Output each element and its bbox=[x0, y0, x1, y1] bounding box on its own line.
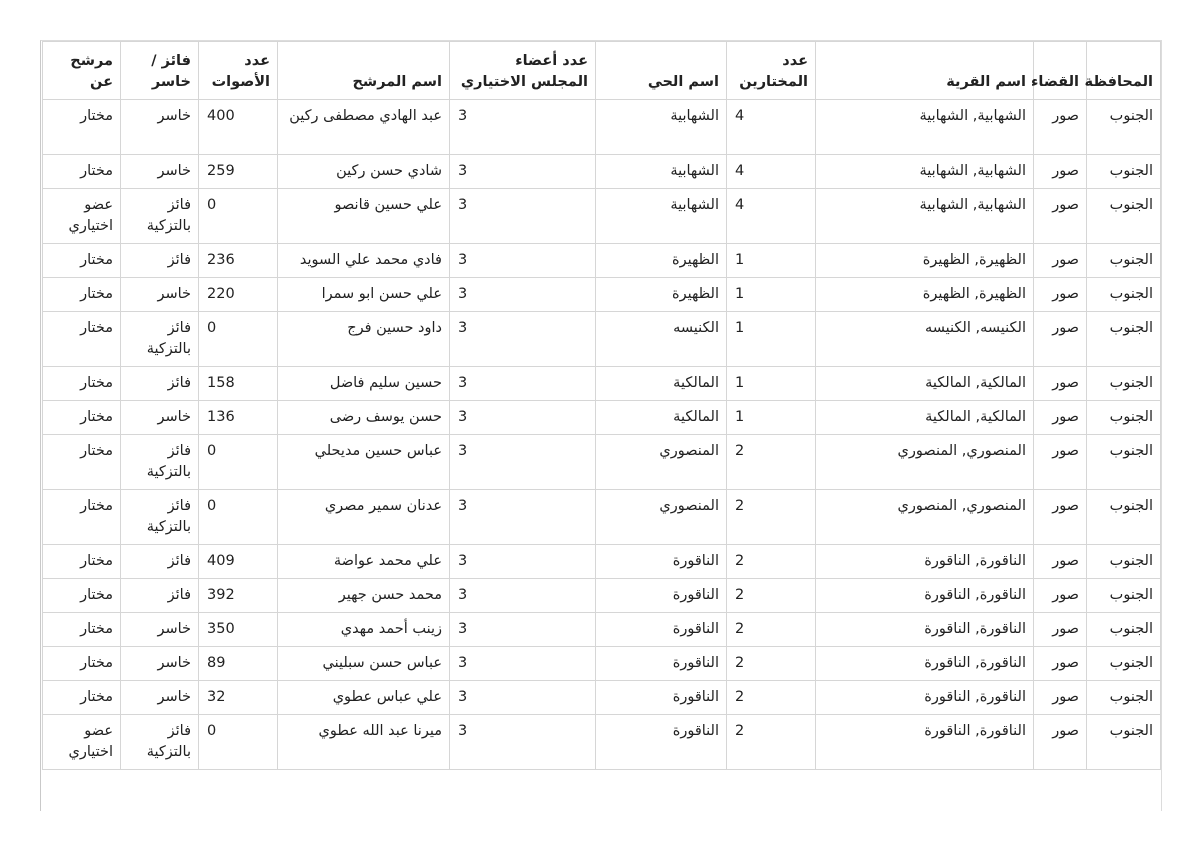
cell-result: خاسر bbox=[121, 100, 199, 155]
cell-mukhtars-count: 2 bbox=[727, 613, 816, 647]
cell-council-count: 3 bbox=[450, 647, 596, 681]
cell-votes: 158 bbox=[199, 367, 278, 401]
cell-governorate: الجنوب bbox=[1087, 312, 1161, 367]
cell-mukhtars-count: 2 bbox=[727, 490, 816, 545]
cell-village: الناقورة, الناقورة bbox=[816, 545, 1034, 579]
cell-result: فائز bbox=[121, 367, 199, 401]
cell-village: الشهابية, الشهابية bbox=[816, 100, 1034, 155]
cell-candidate-for: مختار bbox=[43, 681, 121, 715]
cell-governorate: الجنوب bbox=[1087, 100, 1161, 155]
cell-mukhtars-count: 4 bbox=[727, 100, 816, 155]
cell-candidate-for: مختار bbox=[43, 490, 121, 545]
cell-result: فائز بالتزكية bbox=[121, 490, 199, 545]
cell-votes: 350 bbox=[199, 613, 278, 647]
cell-result: فائز بالتزكية bbox=[121, 715, 199, 770]
cell-candidate: علي حسين قانصو bbox=[278, 189, 450, 244]
cell-candidate-for: مختار bbox=[43, 647, 121, 681]
cell-council-count: 3 bbox=[450, 401, 596, 435]
cell-council-count: 3 bbox=[450, 681, 596, 715]
header-district: القضاء bbox=[1034, 42, 1087, 100]
cell-district: صور bbox=[1034, 189, 1087, 244]
cell-district: صور bbox=[1034, 367, 1087, 401]
cell-votes: 0 bbox=[199, 189, 278, 244]
cell-candidate: ميرنا عبد الله عطوي bbox=[278, 715, 450, 770]
cell-village: الناقورة, الناقورة bbox=[816, 613, 1034, 647]
cell-candidate: عباس حسين مديحلي bbox=[278, 435, 450, 490]
cell-candidate-for: عضو اختياري bbox=[43, 715, 121, 770]
cell-votes: 400 bbox=[199, 100, 278, 155]
cell-mukhtars-count: 1 bbox=[727, 312, 816, 367]
cell-result: خاسر bbox=[121, 155, 199, 189]
cell-candidate-for: مختار bbox=[43, 312, 121, 367]
header-votes: عدد الأصوات bbox=[199, 42, 278, 100]
cell-governorate: الجنوب bbox=[1087, 278, 1161, 312]
cell-neighborhood: الناقورة bbox=[596, 647, 727, 681]
cell-village: الناقورة, الناقورة bbox=[816, 579, 1034, 613]
cell-neighborhood: الناقورة bbox=[596, 545, 727, 579]
cell-mukhtars-count: 2 bbox=[727, 715, 816, 770]
table-row bbox=[43, 401, 1161, 435]
cell-neighborhood: الناقورة bbox=[596, 579, 727, 613]
cell-neighborhood: الظهيرة bbox=[596, 278, 727, 312]
cell-governorate: الجنوب bbox=[1087, 715, 1161, 770]
cell-district: صور bbox=[1034, 435, 1087, 490]
table-row bbox=[43, 681, 1161, 715]
cell-district: صور bbox=[1034, 579, 1087, 613]
cell-result: خاسر bbox=[121, 647, 199, 681]
cell-governorate: الجنوب bbox=[1087, 189, 1161, 244]
table-row bbox=[43, 579, 1161, 613]
cell-council-count: 3 bbox=[450, 613, 596, 647]
cell-result: فائز بالتزكية bbox=[121, 435, 199, 490]
cell-result: خاسر bbox=[121, 401, 199, 435]
results-table bbox=[42, 41, 1161, 770]
cell-candidate: حسن يوسف رضى bbox=[278, 401, 450, 435]
header-village: اسم القرية bbox=[816, 42, 1034, 100]
cell-district: صور bbox=[1034, 278, 1087, 312]
cell-candidate: داود حسين فرج bbox=[278, 312, 450, 367]
cell-governorate: الجنوب bbox=[1087, 647, 1161, 681]
cell-neighborhood: الكنيسه bbox=[596, 312, 727, 367]
cell-votes: 409 bbox=[199, 545, 278, 579]
cell-result: فائز بالتزكية bbox=[121, 189, 199, 244]
cell-neighborhood: الشهابية bbox=[596, 155, 727, 189]
cell-council-count: 3 bbox=[450, 155, 596, 189]
cell-mukhtars-count: 1 bbox=[727, 401, 816, 435]
cell-district: صور bbox=[1034, 312, 1087, 367]
cell-candidate: علي محمد عواضة bbox=[278, 545, 450, 579]
header-row bbox=[43, 42, 1161, 100]
cell-mukhtars-count: 2 bbox=[727, 681, 816, 715]
table-row bbox=[43, 155, 1161, 189]
table-row bbox=[43, 715, 1161, 770]
cell-neighborhood: الناقورة bbox=[596, 715, 727, 770]
cell-mukhtars-count: 1 bbox=[727, 367, 816, 401]
cell-candidate: علي عباس عطوي bbox=[278, 681, 450, 715]
table-row bbox=[43, 435, 1161, 490]
table-row bbox=[43, 312, 1161, 367]
table-row bbox=[43, 613, 1161, 647]
cell-candidate: حسين سليم فاضل bbox=[278, 367, 450, 401]
cell-council-count: 3 bbox=[450, 545, 596, 579]
cell-district: صور bbox=[1034, 715, 1087, 770]
table-row bbox=[43, 367, 1161, 401]
cell-village: الظهيرة, الظهيرة bbox=[816, 278, 1034, 312]
cell-candidate: زينب أحمد مهدي bbox=[278, 613, 450, 647]
header-neighborhood: اسم الحي bbox=[596, 42, 727, 100]
cell-governorate: الجنوب bbox=[1087, 490, 1161, 545]
cell-district: صور bbox=[1034, 244, 1087, 278]
cell-candidate-for: مختار bbox=[43, 613, 121, 647]
table-row bbox=[43, 647, 1161, 681]
cell-village: الشهابية, الشهابية bbox=[816, 189, 1034, 244]
table-row bbox=[43, 278, 1161, 312]
cell-village: المالكية, المالكية bbox=[816, 367, 1034, 401]
cell-votes: 0 bbox=[199, 715, 278, 770]
cell-neighborhood: الناقورة bbox=[596, 681, 727, 715]
empty-sheet-area bbox=[42, 773, 1160, 809]
cell-mukhtars-count: 4 bbox=[727, 189, 816, 244]
cell-votes: 259 bbox=[199, 155, 278, 189]
table-row bbox=[43, 244, 1161, 278]
cell-neighborhood: المالكية bbox=[596, 367, 727, 401]
cell-governorate: الجنوب bbox=[1087, 401, 1161, 435]
header-mukhtars-count: عدد المختارين bbox=[727, 42, 816, 100]
cell-mukhtars-count: 2 bbox=[727, 647, 816, 681]
cell-mukhtars-count: 2 bbox=[727, 545, 816, 579]
cell-candidate: عباس حسن سبليني bbox=[278, 647, 450, 681]
cell-village: الكنيسه, الكنيسه bbox=[816, 312, 1034, 367]
cell-candidate-for: مختار bbox=[43, 100, 121, 155]
cell-candidate: عبد الهادي مصطفى ركين bbox=[278, 100, 450, 155]
cell-governorate: الجنوب bbox=[1087, 435, 1161, 490]
cell-candidate-for: مختار bbox=[43, 545, 121, 579]
cell-neighborhood: الظهيرة bbox=[596, 244, 727, 278]
cell-votes: 136 bbox=[199, 401, 278, 435]
cell-votes: 0 bbox=[199, 490, 278, 545]
header-candidate: اسم المرشح bbox=[278, 42, 450, 100]
cell-candidate: عدنان سمير مصري bbox=[278, 490, 450, 545]
cell-governorate: الجنوب bbox=[1087, 613, 1161, 647]
cell-result: فائز bbox=[121, 545, 199, 579]
cell-district: صور bbox=[1034, 647, 1087, 681]
cell-district: صور bbox=[1034, 545, 1087, 579]
cell-votes: 89 bbox=[199, 647, 278, 681]
cell-council-count: 3 bbox=[450, 189, 596, 244]
cell-governorate: الجنوب bbox=[1087, 244, 1161, 278]
cell-council-count: 3 bbox=[450, 490, 596, 545]
cell-candidate: فادي محمد علي السويد bbox=[278, 244, 450, 278]
table-row bbox=[43, 100, 1161, 155]
cell-neighborhood: الشهابية bbox=[596, 189, 727, 244]
table-row bbox=[43, 545, 1161, 579]
cell-neighborhood: الشهابية bbox=[596, 100, 727, 155]
cell-district: صور bbox=[1034, 155, 1087, 189]
cell-village: الناقورة, الناقورة bbox=[816, 681, 1034, 715]
cell-governorate: الجنوب bbox=[1087, 367, 1161, 401]
cell-neighborhood: المنصوري bbox=[596, 490, 727, 545]
cell-village: الشهابية, الشهابية bbox=[816, 155, 1034, 189]
cell-council-count: 3 bbox=[450, 367, 596, 401]
cell-votes: 0 bbox=[199, 435, 278, 490]
cell-council-count: 3 bbox=[450, 715, 596, 770]
cell-candidate-for: مختار bbox=[43, 155, 121, 189]
cell-votes: 0 bbox=[199, 312, 278, 367]
cell-mukhtars-count: 1 bbox=[727, 278, 816, 312]
cell-result: خاسر bbox=[121, 681, 199, 715]
cell-governorate: الجنوب bbox=[1087, 155, 1161, 189]
cell-result: فائز bbox=[121, 579, 199, 613]
cell-votes: 236 bbox=[199, 244, 278, 278]
cell-candidate: علي حسن ابو سمرا bbox=[278, 278, 450, 312]
cell-candidate-for: عضو اختياري bbox=[43, 189, 121, 244]
cell-council-count: 3 bbox=[450, 278, 596, 312]
cell-candidate-for: مختار bbox=[43, 244, 121, 278]
cell-village: الناقورة, الناقورة bbox=[816, 647, 1034, 681]
cell-candidate-for: مختار bbox=[43, 579, 121, 613]
cell-neighborhood: الناقورة bbox=[596, 613, 727, 647]
cell-council-count: 3 bbox=[450, 100, 596, 155]
cell-result: فائز بالتزكية bbox=[121, 312, 199, 367]
cell-candidate: محمد حسن جهير bbox=[278, 579, 450, 613]
table-row bbox=[43, 490, 1161, 545]
cell-candidate: شادي حسن ركين bbox=[278, 155, 450, 189]
cell-votes: 220 bbox=[199, 278, 278, 312]
cell-village: الناقورة, الناقورة bbox=[816, 715, 1034, 770]
cell-candidate-for: مختار bbox=[43, 367, 121, 401]
header-council-count: عدد أعضاء المجلس الاختياري bbox=[450, 42, 596, 100]
cell-governorate: الجنوب bbox=[1087, 579, 1161, 613]
cell-council-count: 3 bbox=[450, 312, 596, 367]
cell-district: صور bbox=[1034, 490, 1087, 545]
cell-village: المنصوري, المنصوري bbox=[816, 435, 1034, 490]
cell-candidate-for: مختار bbox=[43, 435, 121, 490]
cell-council-count: 3 bbox=[450, 435, 596, 490]
table-row bbox=[43, 189, 1161, 244]
cell-district: صور bbox=[1034, 401, 1087, 435]
cell-mukhtars-count: 2 bbox=[727, 435, 816, 490]
cell-votes: 32 bbox=[199, 681, 278, 715]
cell-result: فائز bbox=[121, 244, 199, 278]
cell-governorate: الجنوب bbox=[1087, 545, 1161, 579]
cell-mukhtars-count: 4 bbox=[727, 155, 816, 189]
cell-result: خاسر bbox=[121, 613, 199, 647]
cell-district: صور bbox=[1034, 681, 1087, 715]
cell-village: الظهيرة, الظهيرة bbox=[816, 244, 1034, 278]
cell-village: المالكية, المالكية bbox=[816, 401, 1034, 435]
cell-governorate: الجنوب bbox=[1087, 681, 1161, 715]
cell-votes: 392 bbox=[199, 579, 278, 613]
cell-district: صور bbox=[1034, 613, 1087, 647]
cell-neighborhood: المنصوري bbox=[596, 435, 727, 490]
cell-council-count: 3 bbox=[450, 244, 596, 278]
cell-village: المنصوري, المنصوري bbox=[816, 490, 1034, 545]
header-governorate: المحافظة bbox=[1087, 42, 1161, 100]
header-result: فائز / خاسر bbox=[121, 42, 199, 100]
cell-candidate-for: مختار bbox=[43, 401, 121, 435]
cell-district: صور bbox=[1034, 100, 1087, 155]
cell-result: خاسر bbox=[121, 278, 199, 312]
cell-mukhtars-count: 1 bbox=[727, 244, 816, 278]
cell-council-count: 3 bbox=[450, 579, 596, 613]
cell-mukhtars-count: 2 bbox=[727, 579, 816, 613]
cell-candidate-for: مختار bbox=[43, 278, 121, 312]
header-candidate-for: مرشح عن bbox=[43, 42, 121, 100]
cell-neighborhood: المالكية bbox=[596, 401, 727, 435]
